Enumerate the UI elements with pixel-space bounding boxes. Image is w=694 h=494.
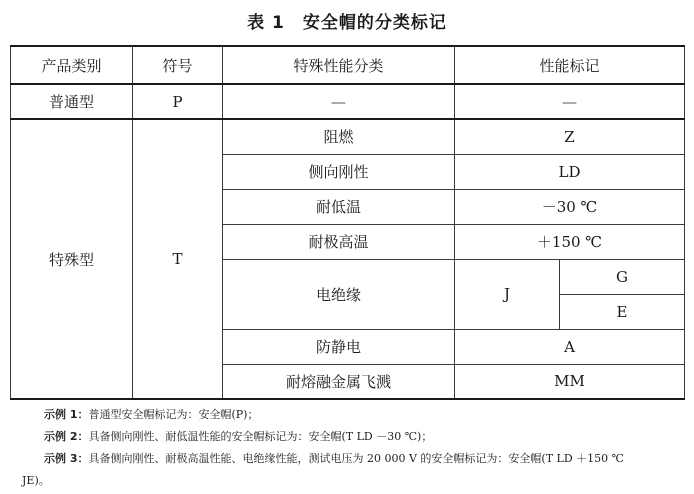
marking-insulation-e: E — [560, 294, 685, 329]
marking-electrical-insulation: J — [455, 259, 560, 329]
marking-molten-metal: MM — [455, 364, 685, 399]
example-3 — [44, 448, 684, 470]
special-category: 特殊型 — [11, 119, 133, 399]
performance-electrical-insulation: 电绝缘 — [223, 259, 455, 329]
header-symbol: 符号 — [133, 46, 223, 84]
performance-lateral-rigidity: 侧向刚性 — [223, 154, 455, 189]
performance-high-temperature: 耐极高温 — [223, 224, 455, 259]
marking-antistatic: A — [455, 329, 685, 364]
marking-high-temperature: ＋150 ℃ — [455, 224, 685, 259]
example-3-continuation: JE)。 — [22, 474, 50, 487]
header-performance-marking: 性能标记 — [455, 46, 685, 84]
performance-molten-metal: 耐熔融金属飞溅 — [223, 364, 455, 399]
marking-lateral-rigidity: LD — [455, 154, 685, 189]
table-title: 表 1 安全帽的分类标记 — [247, 13, 447, 33]
marking-flame-retardant: Z — [455, 119, 685, 154]
marking-low-temperature: －30 ℃ — [455, 189, 685, 224]
examples-block — [22, 404, 684, 492]
example-1-label: 示例 1： — [44, 408, 89, 421]
performance-antistatic: 防静电 — [223, 329, 455, 364]
ordinary-symbol: P — [133, 84, 223, 119]
example-1 — [44, 404, 684, 426]
ordinary-marking: — — [455, 84, 685, 119]
table-header-row — [11, 46, 685, 84]
ordinary-category: 普通型 — [11, 84, 133, 119]
header-product-category: 产品类别 — [11, 46, 133, 84]
marking-insulation-g: G — [560, 259, 685, 294]
example-1-text: 普通型安全帽标记为：安全帽(P)； — [88, 408, 259, 421]
table-row-ordinary — [11, 84, 685, 119]
classification-table — [10, 45, 685, 400]
performance-low-temperature: 耐低温 — [223, 189, 455, 224]
header-special-performance: 特殊性能分类 — [223, 46, 455, 84]
performance-flame-retardant: 阻燃 — [223, 119, 455, 154]
ordinary-performance: — — [223, 84, 455, 119]
special-symbol: T — [133, 119, 223, 399]
example-3-label: 示例 3： — [44, 452, 89, 465]
example-3-text: 具备侧向刚性、耐极高温性能、电绝缘性能，测试电压为 20 000 V 的安全帽标记为：安全帽(T LD ＋150 ℃ — [88, 452, 624, 465]
example-2-label: 示例 2： — [44, 430, 89, 443]
table-row-flame-retardant — [11, 119, 685, 154]
example-2 — [44, 426, 684, 448]
example-2-text: 具备侧向刚性、耐低温性能的安全帽标记为：安全帽(T LD －30 ℃)； — [88, 430, 433, 443]
